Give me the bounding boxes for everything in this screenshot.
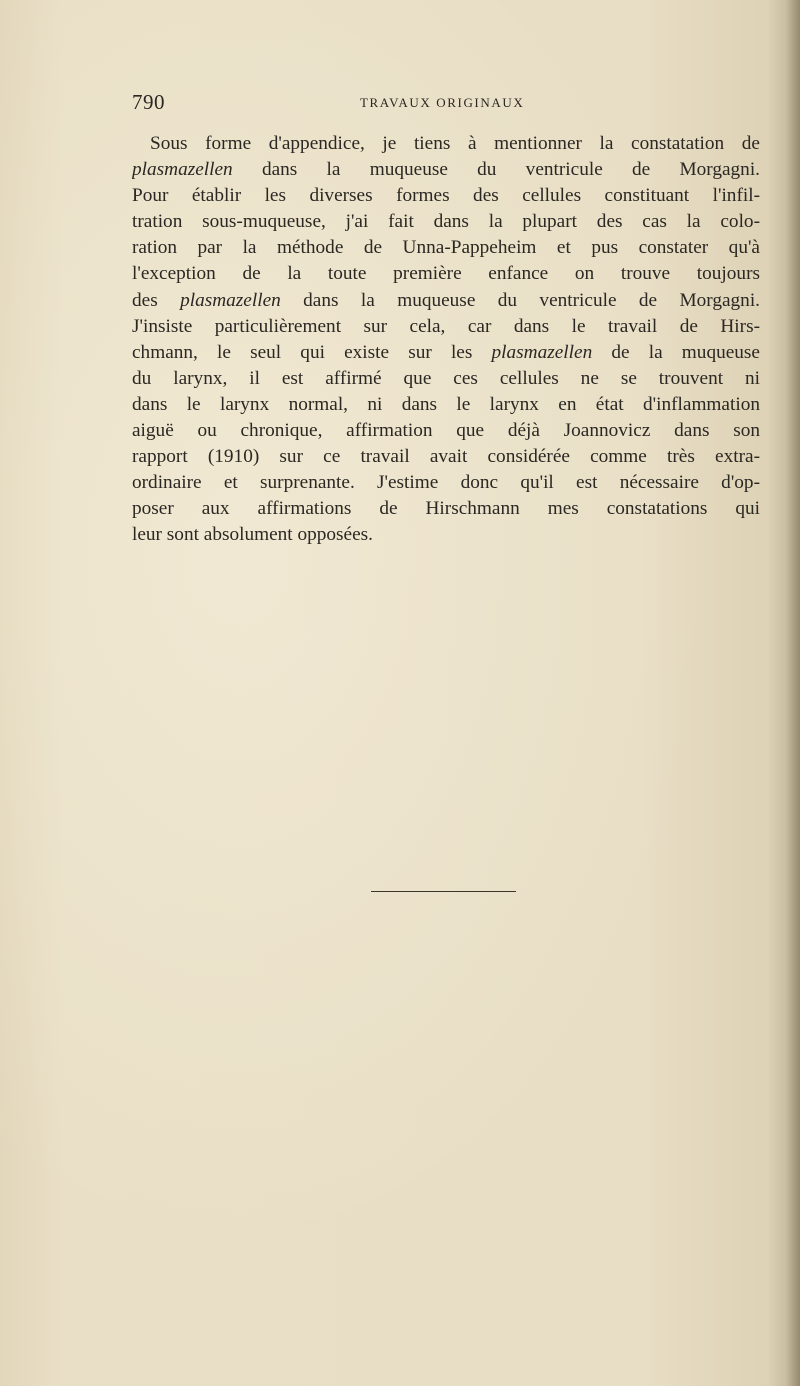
text-line bbox=[132, 366, 760, 392]
text-run: ordinaire et surprenante. J'estime donc qu'il est nécessaire d'op- bbox=[132, 472, 760, 494]
text-run: poser aux affirmations de Hirschmann mes constatations qui bbox=[132, 498, 760, 520]
text-run: dans le larynx normal, ni dans le larynx en état d'inflammation bbox=[132, 393, 760, 415]
italic-term: plasmazellen bbox=[491, 341, 593, 363]
text-run: des bbox=[132, 289, 181, 311]
text-line bbox=[132, 183, 760, 209]
page-number: 790 bbox=[132, 90, 165, 114]
text-line bbox=[132, 235, 760, 261]
text-line bbox=[132, 209, 760, 235]
running-head: TRAVAUX ORIGINAUX bbox=[360, 95, 525, 110]
text-run: Pour établir les diverses formes des cellules constituant l'infil- bbox=[132, 185, 760, 207]
text-line bbox=[132, 288, 760, 314]
italic-term: plasmazellen bbox=[132, 159, 233, 181]
text-line bbox=[132, 496, 760, 522]
text-run: tration sous-muqueuse, j'ai fait dans la plupart des cas la colo- bbox=[132, 211, 760, 233]
section-divider-rule bbox=[371, 891, 516, 892]
text-line bbox=[132, 261, 760, 287]
body-paragraph bbox=[132, 131, 760, 549]
text-run: Sous forme d'appendice, je tiens à mentionner la constatation de bbox=[150, 133, 760, 154]
text-line bbox=[132, 157, 760, 183]
text-run: ration par la méthode de Unna-Pappeheim et pus constater qu'à bbox=[132, 237, 760, 259]
text-line bbox=[132, 340, 760, 366]
text-run: dans la muqueuse du ventricule de Morgagni. bbox=[280, 289, 760, 311]
text-line bbox=[132, 418, 760, 444]
page-header bbox=[132, 90, 760, 116]
text-line bbox=[132, 522, 760, 548]
text-run: l'exception de la toute première enfance on trouve toujours bbox=[132, 263, 760, 285]
text-run: de la muqueuse bbox=[592, 341, 760, 363]
text-run: chmann, le seul qui existe sur les bbox=[132, 341, 492, 363]
italic-term: plasmazellen bbox=[180, 289, 281, 311]
text-run: dans la muqueuse du ventricule de Morgagni. bbox=[232, 159, 760, 181]
text-line bbox=[132, 470, 760, 496]
text-run: rapport (1910) sur ce travail avait considérée comme très extra- bbox=[132, 446, 760, 468]
text-line bbox=[132, 314, 760, 340]
text-run: J'insiste particulièrement sur cela, car dans le travail de Hirs- bbox=[132, 315, 760, 337]
text-run: leur sont absolument opposées. bbox=[132, 524, 373, 546]
text-run: aiguë ou chronique, affirmation que déjà Joannovicz dans son bbox=[132, 420, 760, 442]
text-line bbox=[132, 131, 760, 157]
text-line bbox=[132, 392, 760, 418]
text-run: du larynx, il est affirmé que ces cellules ne se trouvent ni bbox=[132, 367, 760, 389]
text-line bbox=[132, 444, 760, 470]
page-edge-shadow bbox=[786, 0, 800, 1386]
